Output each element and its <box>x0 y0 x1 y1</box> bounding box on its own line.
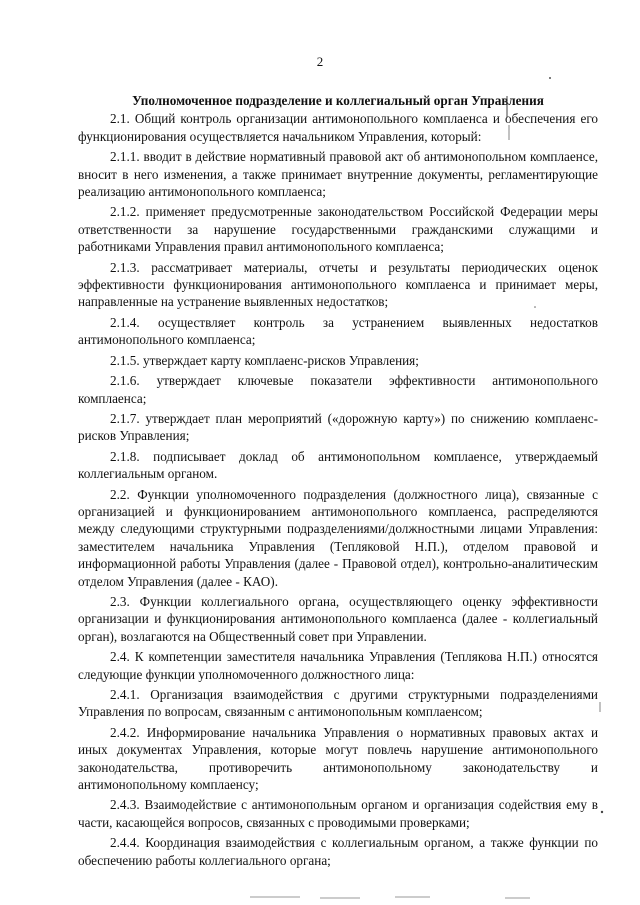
paragraph-2-4-3: 2.4.3. Взаимодействие с антимонопольным органом и организация содействия ему в части, касающейся вопросов, связанных с проводимыми проверками; <box>78 797 598 830</box>
paragraph-2-1-7: 2.1.7. утверждает план мероприятий («дорожную карту») по снижению комплаенс-рисков Управления; <box>78 410 598 444</box>
paragraph-2-1-6: 2.1.6. утверждает ключевые показатели эффективности антимонопольного комплаенса; <box>78 373 598 406</box>
paragraph-2-1-8: 2.1.8. подписывает доклад об антимонопольном комплаенсе, утверждаемый коллегиальным органом. <box>78 448 598 482</box>
paragraph-2-4: 2.4. К компетенции заместителя начальника Управления (Теплякова Н.П.) относятся следующие функции уполномоченного должностного лица: <box>78 649 598 682</box>
scan-speck <box>549 77 551 79</box>
page-number: 2 <box>316 54 324 69</box>
paragraph-2-4-4: 2.4.4. Координация взаимодействия с коллегиальным органом, а также функции по обеспечению работы коллегиального органа; <box>78 835 598 868</box>
document-body <box>78 92 598 872</box>
paragraph-2-1: 2.1. Общий контроль организации антимонопольного комплаенса и обеспечения его функционирования осуществляется начальником Управления, который: <box>78 111 598 144</box>
paragraph-2-1-2: 2.1.2. применяет предусмотренные законодательством Российской Федерации меры ответственности за нарушение государственными гражданскими служащими и работниками Управления правил антимонопольного комплаенса; <box>78 204 598 255</box>
paragraph-2-1-1: 2.1.1. вводит в действие нормативный правовой акт об антимонопольном комплаенсе, вносит в него изменения, а также принимает внутренние документы, регламентирующие реализацию антимонопольного комплаенса; <box>78 149 598 200</box>
paragraph-2-1-4: 2.1.4. осуществляет контроль за устранением выявленных недостатков антимонопольного комплаенса; <box>78 314 598 348</box>
section-heading: Уполномоченное подразделение и коллегиальный орган Управления <box>132 93 544 108</box>
paragraph-2-4-1: 2.4.1. Организация взаимодействия с другими структурными подразделениями Управления по вопросам, связанным с антимонопольным комплаенсом; <box>78 687 598 720</box>
scan-speck <box>601 811 603 813</box>
paragraph-2-2: 2.2. Функции уполномоченного подразделения (должностного лица), связанные с организацией и функционированием антимонопольного комплаенса, распределяются между следующими структурными подразделениями/должностными лицами Управления: заместителем начальника Управления (Тепляковой Н.П.), отделом правовой и информационной работы Управления (далее - Правовой отдел), контрольно-аналитическим отделом Управления (далее - КАО). <box>78 486 598 589</box>
cut-off-text-residue <box>0 893 640 903</box>
paragraph-2-1-3: 2.1.3. рассматривает материалы, отчеты и результаты периодических оценок эффективности функционирования антимонопольного комплаенса и принимает меры, направленные на устранение выявленных недостатков; <box>78 259 598 310</box>
paragraph-2-3: 2.3. Функции коллегиального органа, осуществляющего оценку эффективности организации и функционирования антимонопольного комплаенса (далее - коллегиальный орган), возлагаются на Общественный совет при Управлении. <box>78 593 598 644</box>
paragraph-2-1-5: 2.1.5. утверждает карту комплаенс-рисков Управления; <box>110 352 419 368</box>
paragraph-2-4-2: 2.4.2. Информирование начальника Управления о нормативных правовых актах и иных документах Управления, которые могут повлечь нарушение антимонопольного законодательства, противоречить антимонопольному законодательству и антимонопольному комплаенсу; <box>78 724 598 793</box>
